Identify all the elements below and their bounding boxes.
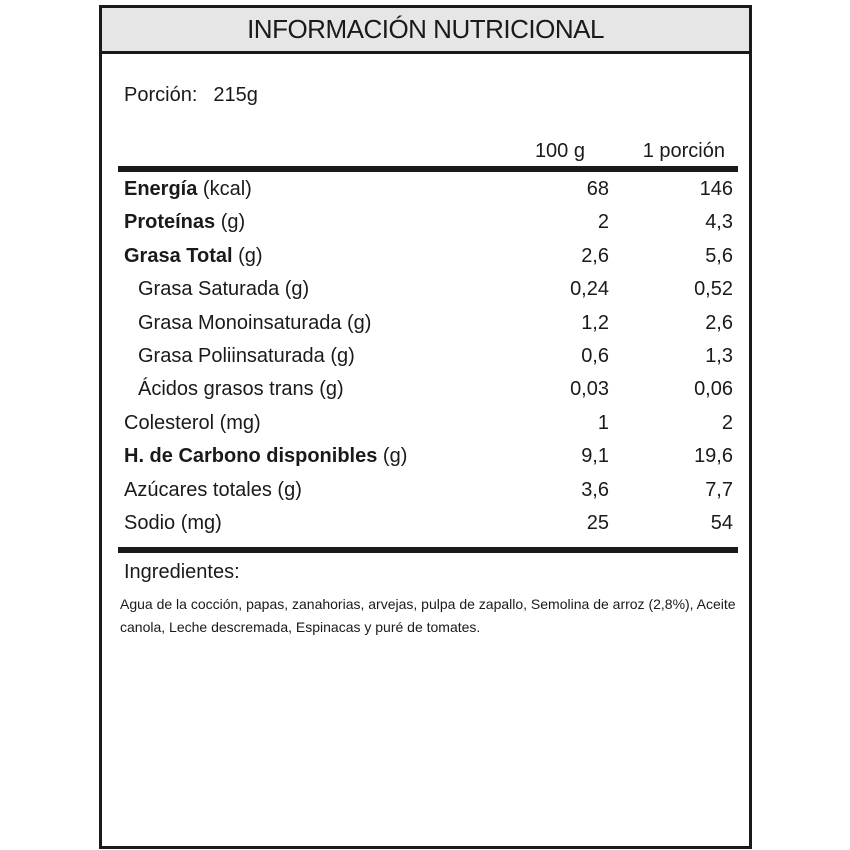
column-header-portion: 1 porción	[642, 140, 725, 162]
nutrient-row	[102, 372, 749, 405]
portion-line	[124, 84, 258, 107]
value-per-100g: 0,03	[570, 378, 609, 401]
value-per-100g: 68	[586, 178, 609, 200]
value-per-portion: 4,3	[705, 211, 733, 234]
divider-bottom	[118, 547, 738, 553]
nutrient-name	[124, 512, 222, 535]
nutrient-name	[124, 412, 261, 435]
value-per-portion: 7,7	[705, 478, 733, 501]
portion-value: 215g	[213, 84, 258, 106]
ingredients-text: Agua de la cocción, papas, zanahorias, arvejas, pulpa de zapallo, Semolina de arroz (2,8%), Aceite canola, Leche descremada, Espinacas y puré de tomates.	[120, 596, 736, 635]
value-per-portion: 146	[699, 178, 733, 200]
nutrient-name-bold: H. de Carbono disponibles	[124, 445, 378, 468]
nutrient-name	[124, 178, 252, 201]
nutrient-row	[102, 339, 749, 372]
nutrient-table	[102, 172, 749, 539]
value-per-100g: 1	[597, 411, 609, 434]
nutrient-row	[102, 239, 749, 272]
nutrient-row	[102, 272, 749, 305]
nutrient-name-rest: Colesterol (mg)	[124, 411, 261, 434]
nutrient-row	[102, 406, 749, 439]
nutrient-name-rest: (g)	[215, 211, 246, 234]
nutrient-name	[124, 211, 245, 234]
column-header-100g: 100 g	[534, 140, 585, 162]
value-per-portion: 0,06	[694, 378, 733, 401]
nutrient-row	[102, 306, 749, 339]
value-per-portion: 2,6	[705, 311, 733, 334]
nutrient-name	[138, 345, 355, 368]
nutrient-row	[102, 172, 749, 205]
nutrient-name-bold: Proteínas	[124, 211, 216, 234]
nutrient-row	[102, 205, 749, 238]
nutrition-label	[99, 5, 752, 849]
nutrient-name-rest: (g)	[232, 244, 263, 267]
nutrient-name	[124, 445, 407, 468]
nutrient-name-rest: Ácidos grasos trans (g)	[138, 378, 344, 401]
nutrient-name	[124, 479, 302, 502]
value-per-100g: 1,2	[581, 311, 609, 334]
nutrient-name-bold: Energía	[124, 178, 198, 200]
value-per-portion: 2	[721, 411, 733, 434]
value-per-portion: 5,6	[705, 244, 733, 267]
value-per-100g: 0,6	[581, 344, 609, 367]
nutrient-name	[138, 312, 371, 335]
value-per-100g: 9,1	[581, 445, 609, 468]
nutrient-name-rest: Azúcares totales (g)	[124, 478, 302, 501]
value-per-portion: 1,3	[705, 344, 733, 367]
nutrient-row	[102, 439, 749, 472]
value-per-portion: 0,52	[694, 278, 733, 301]
nutrient-row	[102, 506, 749, 539]
nutrient-name-rest: (g)	[377, 445, 408, 468]
nutrient-name	[124, 245, 263, 268]
nutrient-row	[102, 473, 749, 506]
nutrient-name-rest: Sodio (mg)	[124, 511, 222, 534]
nutrient-name-rest: Grasa Poliinsaturada (g)	[138, 344, 355, 367]
nutrient-name-rest: (kcal)	[197, 178, 252, 200]
nutrient-name	[138, 378, 344, 401]
label-title: INFORMACIÓN NUTRICIONAL	[102, 8, 749, 54]
value-per-100g: 25	[586, 511, 609, 534]
value-per-portion: 19,6	[694, 445, 733, 468]
value-per-100g: 2	[597, 211, 609, 234]
value-per-100g: 0,24	[570, 278, 609, 301]
nutrient-name-rest: Grasa Monoinsaturada (g)	[138, 311, 372, 334]
nutrient-name-bold: Grasa Total	[124, 244, 233, 267]
nutrient-name	[138, 278, 309, 301]
ingredients-title: Ingredientes:	[124, 561, 240, 583]
portion-label: Porción:	[124, 84, 198, 106]
value-per-100g: 2,6	[581, 244, 609, 267]
value-per-portion: 54	[710, 511, 733, 534]
value-per-100g: 3,6	[581, 478, 609, 501]
nutrient-name-rest: Grasa Saturada (g)	[138, 278, 310, 301]
